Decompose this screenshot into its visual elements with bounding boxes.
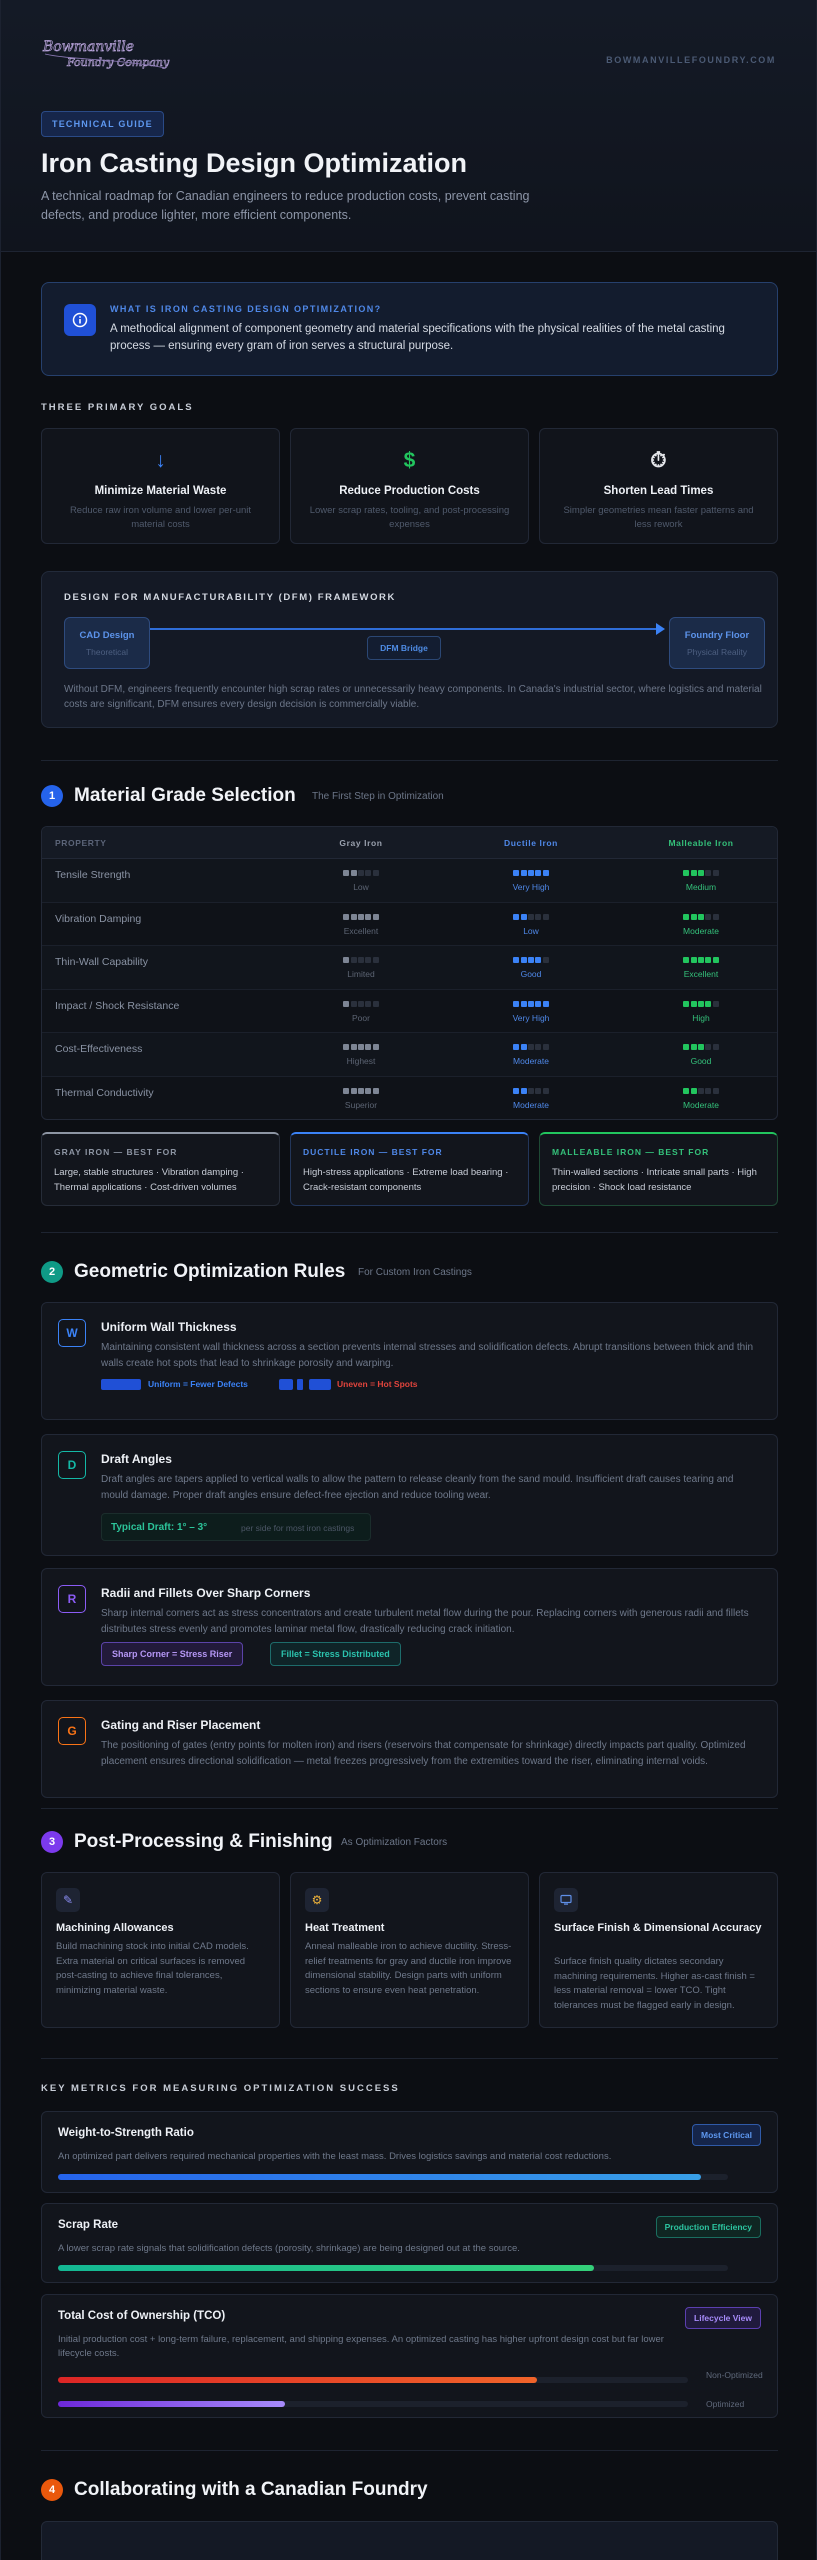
sharp-corner-chip: Sharp Corner = Stress Riser bbox=[101, 1642, 243, 1666]
rating-dots bbox=[471, 868, 591, 878]
rating-dot bbox=[343, 957, 349, 963]
property-name: Thermal Conductivity bbox=[55, 1086, 154, 1099]
rating-dot bbox=[351, 957, 357, 963]
rating-dot bbox=[365, 914, 371, 920]
rating-dot bbox=[691, 870, 697, 876]
rating-dot bbox=[705, 870, 711, 876]
rating-dot bbox=[521, 1001, 527, 1007]
pp-title: Machining Allowances bbox=[56, 1922, 174, 1934]
rating-dot bbox=[683, 1044, 689, 1050]
rating-dot bbox=[358, 1001, 364, 1007]
rating-dot bbox=[513, 1088, 519, 1094]
rating-dot bbox=[521, 914, 527, 920]
rating-dot bbox=[713, 914, 719, 920]
dfm-foundry-sub: Physical Reality bbox=[687, 647, 747, 657]
column-header: Malleable Iron bbox=[668, 838, 734, 848]
metric-desc: An optimized part delivers required mechanical properties with the least mass. Drives logistics savings and material cost reductions. bbox=[58, 2151, 612, 2162]
rating-cell bbox=[471, 1042, 591, 1066]
rating-label: Good bbox=[690, 1056, 712, 1067]
rating-cell bbox=[471, 912, 591, 936]
rating-dot bbox=[373, 957, 379, 963]
rating-label: Very High bbox=[512, 882, 550, 892]
best-for-desc: Large, stable structures · Vibration damping · Thermal applications · Cost-driven volumes bbox=[54, 1167, 244, 1193]
collaboration-card bbox=[41, 2521, 778, 2560]
draft-note: per side for most iron castings bbox=[241, 1523, 355, 1533]
rating-dot bbox=[683, 870, 689, 876]
rule-badge: D bbox=[58, 1451, 86, 1479]
rating-dot bbox=[343, 914, 349, 920]
best-for-title: MALLEABLE IRON — BEST FOR bbox=[552, 1147, 710, 1157]
column-header: PROPERTY bbox=[55, 838, 107, 848]
rating-cell bbox=[641, 955, 761, 979]
section-number: 2 bbox=[41, 1261, 63, 1283]
rating-dot bbox=[713, 1001, 719, 1007]
section-subtitle: The First Step in Optimization bbox=[312, 791, 444, 802]
rating-dots bbox=[301, 955, 421, 965]
metric-title: Scrap Rate bbox=[58, 2219, 119, 2231]
rating-dot bbox=[373, 1001, 379, 1007]
best-for-card bbox=[41, 1132, 280, 1206]
section-number: 3 bbox=[41, 1831, 63, 1853]
rating-label: High bbox=[692, 1012, 710, 1023]
rating-dot bbox=[713, 1044, 719, 1050]
rating-cell bbox=[301, 868, 421, 892]
rating-dot bbox=[535, 1001, 541, 1007]
down-arrow-icon: ↓ bbox=[155, 449, 166, 472]
progress-track bbox=[58, 2265, 728, 2271]
rating-dots bbox=[471, 955, 591, 965]
rating-dot bbox=[691, 1044, 697, 1050]
rule-desc: Maintaining consistent wall thickness across a section prevents internal stresses and solidification defects. Abrupt transitions between thick and thin walls create hot spots that lead to shrinkage porosity and warping. bbox=[101, 1342, 754, 1369]
rating-dot bbox=[543, 957, 549, 963]
table-header bbox=[42, 827, 777, 859]
rating-cell bbox=[471, 955, 591, 979]
rating-dot bbox=[528, 914, 534, 920]
pp-desc: Anneal malleable iron to achieve ductility. Stress-relief treatments for gray and ductile iron improve dimensional stability. Design parts with uniform sections to ensure even heat penetration. bbox=[305, 1941, 512, 1996]
rating-label: Moderate bbox=[683, 1099, 719, 1110]
rule-card-wall-thickness bbox=[41, 1302, 778, 1420]
rating-dot bbox=[535, 914, 541, 920]
rating-dot bbox=[698, 1001, 704, 1007]
uneven-wall-diagram bbox=[309, 1379, 331, 1390]
rating-cell bbox=[301, 1086, 421, 1110]
rule-title: Radii and Fillets Over Sharp Corners bbox=[101, 1586, 311, 1600]
metric-desc: A lower scrap rate signals that solidification defects (porosity, shrinkage) are being designed out at the source. bbox=[58, 2243, 520, 2254]
post-processing-card bbox=[539, 1872, 778, 2028]
goal-card bbox=[41, 428, 280, 544]
best-for-card bbox=[290, 1132, 529, 1206]
rating-dot bbox=[373, 870, 379, 876]
rating-label: Excellent bbox=[683, 969, 719, 980]
rating-dot bbox=[691, 957, 697, 963]
goal-title: Minimize Material Waste bbox=[94, 485, 227, 497]
rating-dot bbox=[543, 1088, 549, 1094]
rating-dot bbox=[705, 1001, 711, 1007]
definition-callout bbox=[41, 282, 778, 376]
section-number: 4 bbox=[41, 2479, 63, 2501]
pencil-icon: ✎ bbox=[56, 1888, 80, 1912]
rating-dot bbox=[691, 914, 697, 920]
goal-title: Reduce Production Costs bbox=[339, 485, 480, 497]
divider bbox=[41, 2058, 778, 2059]
rating-dot bbox=[535, 957, 541, 963]
material-comparison-table bbox=[41, 826, 778, 1120]
rule-title: Gating and Riser Placement bbox=[101, 1718, 261, 1732]
rating-dot bbox=[698, 957, 704, 963]
rating-label: Moderate bbox=[513, 1099, 549, 1110]
rating-dot bbox=[351, 914, 357, 920]
rating-dot bbox=[713, 1088, 719, 1094]
rating-dot bbox=[691, 1088, 697, 1094]
guide-tag: TECHNICAL GUIDE bbox=[41, 111, 164, 137]
rating-dot bbox=[713, 870, 719, 876]
rating-cell bbox=[641, 1042, 761, 1066]
rule-title: Uniform Wall Thickness bbox=[101, 1320, 237, 1334]
rating-dot bbox=[698, 1044, 704, 1050]
rating-dot bbox=[691, 1001, 697, 1007]
page-subtitle: A technical roadmap for Canadian engineers to reduce production costs, prevent casting defects, and produce lighter, more efficient components. bbox=[41, 189, 530, 222]
callout-label: WHAT IS IRON CASTING DESIGN OPTIMIZATION? bbox=[110, 304, 382, 314]
company-logo[interactable] bbox=[41, 34, 171, 74]
rule-badge: R bbox=[58, 1585, 86, 1613]
rating-cell bbox=[301, 955, 421, 979]
rating-dot bbox=[343, 1088, 349, 1094]
rating-cell bbox=[641, 868, 761, 892]
dfm-framework bbox=[41, 571, 778, 728]
rule-desc: Draft angles are tapers applied to vertical walls to allow the pattern to release cleanly from the sand mould. Insufficient draft causes tearing and mould damage. Proper draft angles ensure defect-free ejection and reduce tooling wear. bbox=[101, 1474, 734, 1501]
rating-dot bbox=[521, 1088, 527, 1094]
dfm-cad-title: CAD Design bbox=[79, 630, 135, 641]
rating-dot bbox=[521, 957, 527, 963]
rating-cell bbox=[471, 868, 591, 892]
dfm-title: DESIGN FOR MANUFACTURABILITY (DFM) FRAMEWORK bbox=[64, 592, 396, 603]
table-row bbox=[42, 990, 777, 1034]
section-number: 1 bbox=[41, 785, 63, 807]
rating-dot bbox=[535, 870, 541, 876]
metric-badge: Lifecycle View bbox=[685, 2307, 761, 2329]
section-title: Post-Processing & Finishing bbox=[74, 1831, 333, 1852]
rating-dots bbox=[471, 999, 591, 1009]
divider bbox=[41, 2450, 778, 2451]
rating-cell bbox=[641, 999, 761, 1023]
dfm-foundry-title: Foundry Floor bbox=[684, 630, 750, 641]
uneven-wall-diagram bbox=[279, 1379, 293, 1390]
dollar-icon: $ bbox=[403, 449, 416, 472]
rating-label: Superior bbox=[344, 1099, 378, 1110]
table-body bbox=[42, 859, 777, 1120]
rating-dots bbox=[301, 1042, 421, 1052]
rating-dots bbox=[301, 999, 421, 1009]
post-processing-card bbox=[41, 1872, 280, 2028]
best-for-card bbox=[539, 1132, 778, 1206]
rule-card-gating-riser bbox=[41, 1700, 778, 1798]
rating-dot bbox=[513, 914, 519, 920]
metric-card bbox=[41, 2294, 778, 2418]
metrics-heading: KEY METRICS FOR MEASURING OPTIMIZATION SUCCESS bbox=[41, 2083, 400, 2094]
metric-title: Weight-to-Strength Ratio bbox=[58, 2127, 194, 2139]
rating-dot bbox=[521, 1044, 527, 1050]
pp-desc: Build machining stock into initial CAD models. Extra material on critical surfaces is removed post-casting to achieve final tolerances, minimizing material waste. bbox=[56, 1941, 249, 1996]
best-for-title: GRAY IRON — BEST FOR bbox=[54, 1147, 178, 1157]
rating-dot bbox=[543, 914, 549, 920]
rating-label: Very High bbox=[512, 1012, 550, 1023]
rating-dot bbox=[683, 1001, 689, 1007]
svg-text:Foundry Company: Foundry Company bbox=[67, 56, 170, 69]
section-title: Material Grade Selection bbox=[74, 785, 296, 806]
uneven-wall-diagram bbox=[297, 1379, 303, 1390]
rating-dots bbox=[471, 912, 591, 922]
pp-title: Heat Treatment bbox=[305, 1922, 385, 1934]
rating-dot bbox=[683, 957, 689, 963]
stopwatch-icon: ⏱ bbox=[650, 449, 667, 472]
metric-badge: Most Critical bbox=[692, 2124, 761, 2146]
rating-label: Moderate bbox=[683, 925, 719, 936]
rating-dot bbox=[373, 1088, 379, 1094]
rating-dot bbox=[705, 1044, 711, 1050]
goal-desc: Simpler geometries mean faster patterns and less rework bbox=[563, 505, 754, 530]
callout-text: A methodical alignment of component geometry and material specifications with the physical realities of the metal casting process — ensuring every gram of iron serves a structural purpose. bbox=[110, 323, 725, 352]
rating-dot bbox=[358, 957, 364, 963]
table-row bbox=[42, 946, 777, 990]
metric-card bbox=[41, 2203, 778, 2283]
rating-dot bbox=[528, 1001, 534, 1007]
progress-track bbox=[58, 2377, 688, 2383]
rating-dot bbox=[365, 957, 371, 963]
dfm-text: Without DFM, engineers frequently encounter high scrap rates or unnecessarily heavy components. In Canada's industrial sector, where logistics and material costs are significant, DFM ensures every design decision is commercially viable. bbox=[64, 684, 762, 710]
rating-dots bbox=[641, 1086, 761, 1096]
rating-dots bbox=[301, 912, 421, 922]
dfm-foundry-box bbox=[669, 617, 765, 669]
rating-label: Limited bbox=[347, 969, 375, 980]
goal-desc: Reduce raw iron volume and lower per-unit material costs bbox=[69, 505, 252, 530]
rating-label: Excellent bbox=[343, 925, 379, 936]
column-header: Gray Iron bbox=[339, 838, 383, 848]
goal-card bbox=[539, 428, 778, 544]
bar-label: Non-Optimized bbox=[706, 2370, 763, 2380]
rating-label: Poor bbox=[352, 1012, 370, 1023]
rating-cell bbox=[641, 1086, 761, 1110]
divider bbox=[41, 1232, 778, 1233]
goals-heading: THREE PRIMARY GOALS bbox=[41, 402, 194, 413]
rating-dot bbox=[543, 1001, 549, 1007]
table-row bbox=[42, 859, 777, 903]
uneven-label: Uneven = Hot Spots bbox=[337, 1379, 418, 1389]
rating-cell bbox=[471, 1086, 591, 1110]
table-row bbox=[42, 1077, 777, 1120]
rating-dot bbox=[528, 1044, 534, 1050]
rating-dot bbox=[365, 1088, 371, 1094]
rating-dots bbox=[471, 1086, 591, 1096]
rating-dot bbox=[343, 870, 349, 876]
post-processing-card bbox=[290, 1872, 529, 2028]
rating-cell bbox=[641, 912, 761, 936]
metric-title: Total Cost of Ownership (TCO) bbox=[58, 2310, 226, 2322]
rating-dot bbox=[373, 914, 379, 920]
table-row bbox=[42, 903, 777, 947]
rating-dot bbox=[513, 870, 519, 876]
rating-dots bbox=[641, 868, 761, 878]
rating-dot bbox=[513, 1044, 519, 1050]
best-for-desc: High-stress applications · Extreme load bearing · Crack-resistant components bbox=[303, 1167, 509, 1193]
dfm-cad-box bbox=[64, 617, 150, 669]
rating-dot bbox=[351, 1088, 357, 1094]
bar-label: Optimized bbox=[706, 2399, 745, 2409]
rating-dot bbox=[351, 1001, 357, 1007]
rating-dot bbox=[528, 870, 534, 876]
property-name: Impact / Shock Resistance bbox=[55, 999, 180, 1012]
rating-label: Medium bbox=[685, 882, 717, 892]
rating-dot bbox=[683, 1088, 689, 1094]
rating-dot bbox=[521, 870, 527, 876]
section-title: Geometric Optimization Rules bbox=[74, 1261, 346, 1282]
rating-dot bbox=[358, 1044, 364, 1050]
rating-dot bbox=[698, 914, 704, 920]
goal-desc: Lower scrap rates, tooling, and post-processing expenses bbox=[309, 505, 510, 530]
rule-title: Draft Angles bbox=[101, 1452, 172, 1466]
section-title: Collaborating with a Canadian Foundry bbox=[74, 2479, 428, 2500]
rating-dot bbox=[698, 870, 704, 876]
rule-card-draft-angles bbox=[41, 1434, 778, 1556]
property-name: Tensile Strength bbox=[55, 869, 131, 881]
best-for-desc: Thin-walled sections · Intricate small parts · High precision · Shock load resistance bbox=[552, 1167, 757, 1193]
rating-cell bbox=[301, 1042, 421, 1066]
property-name: Thin-Wall Capability bbox=[55, 956, 148, 969]
rating-dot bbox=[528, 1088, 534, 1094]
best-for-title: DUCTILE IRON — BEST FOR bbox=[303, 1147, 443, 1157]
gear-icon: ⚙ bbox=[305, 1888, 329, 1912]
rating-dots bbox=[641, 999, 761, 1009]
rating-dot bbox=[365, 1044, 371, 1050]
rule-card-radii-fillets bbox=[41, 1568, 778, 1686]
progress-fill bbox=[58, 2377, 537, 2383]
rating-dots bbox=[471, 1042, 591, 1052]
dfm-connector bbox=[150, 628, 660, 630]
rating-dot bbox=[683, 914, 689, 920]
rule-desc: Sharp internal corners act as stress concentrators and create turbulent metal flow during the pour. Replacing corners with generous radii and fillets distributes stress evenly and promotes laminar metal flow, drastically reducing crack initiation. bbox=[101, 1608, 749, 1635]
rule-badge: W bbox=[58, 1319, 86, 1347]
divider bbox=[41, 760, 778, 761]
rating-dot bbox=[351, 870, 357, 876]
site-link[interactable]: BOWMANVILLEFOUNDRY.COM bbox=[606, 55, 776, 65]
rating-dot bbox=[535, 1044, 541, 1050]
rating-label: Good bbox=[520, 969, 542, 980]
draft-value: Typical Draft: 1° – 3° bbox=[111, 1522, 208, 1533]
divider bbox=[41, 1808, 778, 1809]
section-subtitle: As Optimization Factors bbox=[341, 1837, 448, 1848]
dfm-cad-sub: Theoretical bbox=[85, 647, 129, 657]
rating-dot bbox=[358, 870, 364, 876]
progress-fill bbox=[58, 2174, 701, 2180]
rating-dot bbox=[358, 914, 364, 920]
rating-cell bbox=[301, 999, 421, 1023]
rating-dot bbox=[543, 870, 549, 876]
column-header: Ductile Iron bbox=[504, 838, 558, 848]
metric-badge: Production Efficiency bbox=[656, 2216, 761, 2238]
rating-dot bbox=[351, 1044, 357, 1050]
rating-dot bbox=[365, 1001, 371, 1007]
pp-title: Surface Finish & Dimensional Accuracy bbox=[554, 1922, 762, 1934]
property-name: Vibration Damping bbox=[55, 912, 142, 925]
uniform-wall-diagram bbox=[101, 1379, 141, 1390]
monitor-icon bbox=[554, 1888, 578, 1912]
rating-dot bbox=[713, 957, 719, 963]
rating-dot bbox=[343, 1044, 349, 1050]
rating-label: Highest bbox=[346, 1056, 376, 1067]
arrow-right-icon bbox=[656, 623, 665, 635]
metric-desc: Initial production cost + long-term failure, replacement, and shipping expenses. An optimized casting has higher upfront design cost but far lower lifecycle costs. bbox=[58, 2334, 664, 2359]
rating-dot bbox=[365, 870, 371, 876]
section-subtitle: For Custom Iron Castings bbox=[358, 1267, 472, 1278]
rating-cell bbox=[471, 999, 591, 1023]
rating-dot bbox=[373, 1044, 379, 1050]
hero-header bbox=[1, 0, 816, 252]
rule-desc: The positioning of gates (entry points for molten iron) and risers (reservoirs that compensate for shrinkage) directly impacts part quality. Optimized placement ensures directional solidification — metal freezes progressively from the extremities toward the riser, eliminating internal voids. bbox=[101, 1740, 746, 1767]
rating-label: Moderate bbox=[513, 1056, 549, 1067]
svg-text:Bowmanville: Bowmanville bbox=[43, 39, 134, 55]
uniform-label: Uniform = Fewer Defects bbox=[148, 1379, 248, 1389]
rating-dot bbox=[698, 1088, 704, 1094]
progress-track bbox=[58, 2401, 688, 2407]
rating-dots bbox=[641, 1042, 761, 1052]
property-name: Cost-Effectiveness bbox=[55, 1043, 143, 1056]
rating-dot bbox=[513, 957, 519, 963]
rating-dot bbox=[543, 1044, 549, 1050]
rating-label: Low bbox=[523, 925, 539, 936]
rating-dot bbox=[705, 957, 711, 963]
info-icon bbox=[64, 304, 96, 336]
rating-dots bbox=[641, 912, 761, 922]
pp-desc: Surface finish quality dictates secondary machining requirements. Higher as-cast finish = less material removal = lower TCO. Tight tolerances must be flagged early in design. bbox=[554, 1956, 755, 2011]
rating-label: Low bbox=[353, 882, 369, 892]
rating-dots bbox=[641, 955, 761, 965]
table-row bbox=[42, 1033, 777, 1077]
dfm-bridge: DFM Bridge bbox=[367, 636, 441, 660]
fillet-chip: Fillet = Stress Distributed bbox=[270, 1642, 401, 1666]
progress-fill bbox=[58, 2401, 285, 2407]
progress-track bbox=[58, 2174, 728, 2180]
metric-card bbox=[41, 2111, 778, 2193]
rating-dot bbox=[705, 1088, 711, 1094]
rating-dots bbox=[301, 1086, 421, 1096]
rating-dot bbox=[358, 1088, 364, 1094]
rating-dot bbox=[528, 957, 534, 963]
rule-badge: G bbox=[58, 1717, 86, 1745]
goal-title: Shorten Lead Times bbox=[603, 485, 714, 497]
rating-dot bbox=[343, 1001, 349, 1007]
progress-fill bbox=[58, 2265, 594, 2271]
goal-card bbox=[290, 428, 529, 544]
rating-dots bbox=[301, 868, 421, 878]
rating-dot bbox=[535, 1088, 541, 1094]
rating-cell bbox=[301, 912, 421, 936]
draft-value-box bbox=[101, 1513, 371, 1541]
rating-dot bbox=[705, 914, 711, 920]
page-title: Iron Casting Design Optimization bbox=[41, 148, 468, 178]
rating-dot bbox=[513, 1001, 519, 1007]
